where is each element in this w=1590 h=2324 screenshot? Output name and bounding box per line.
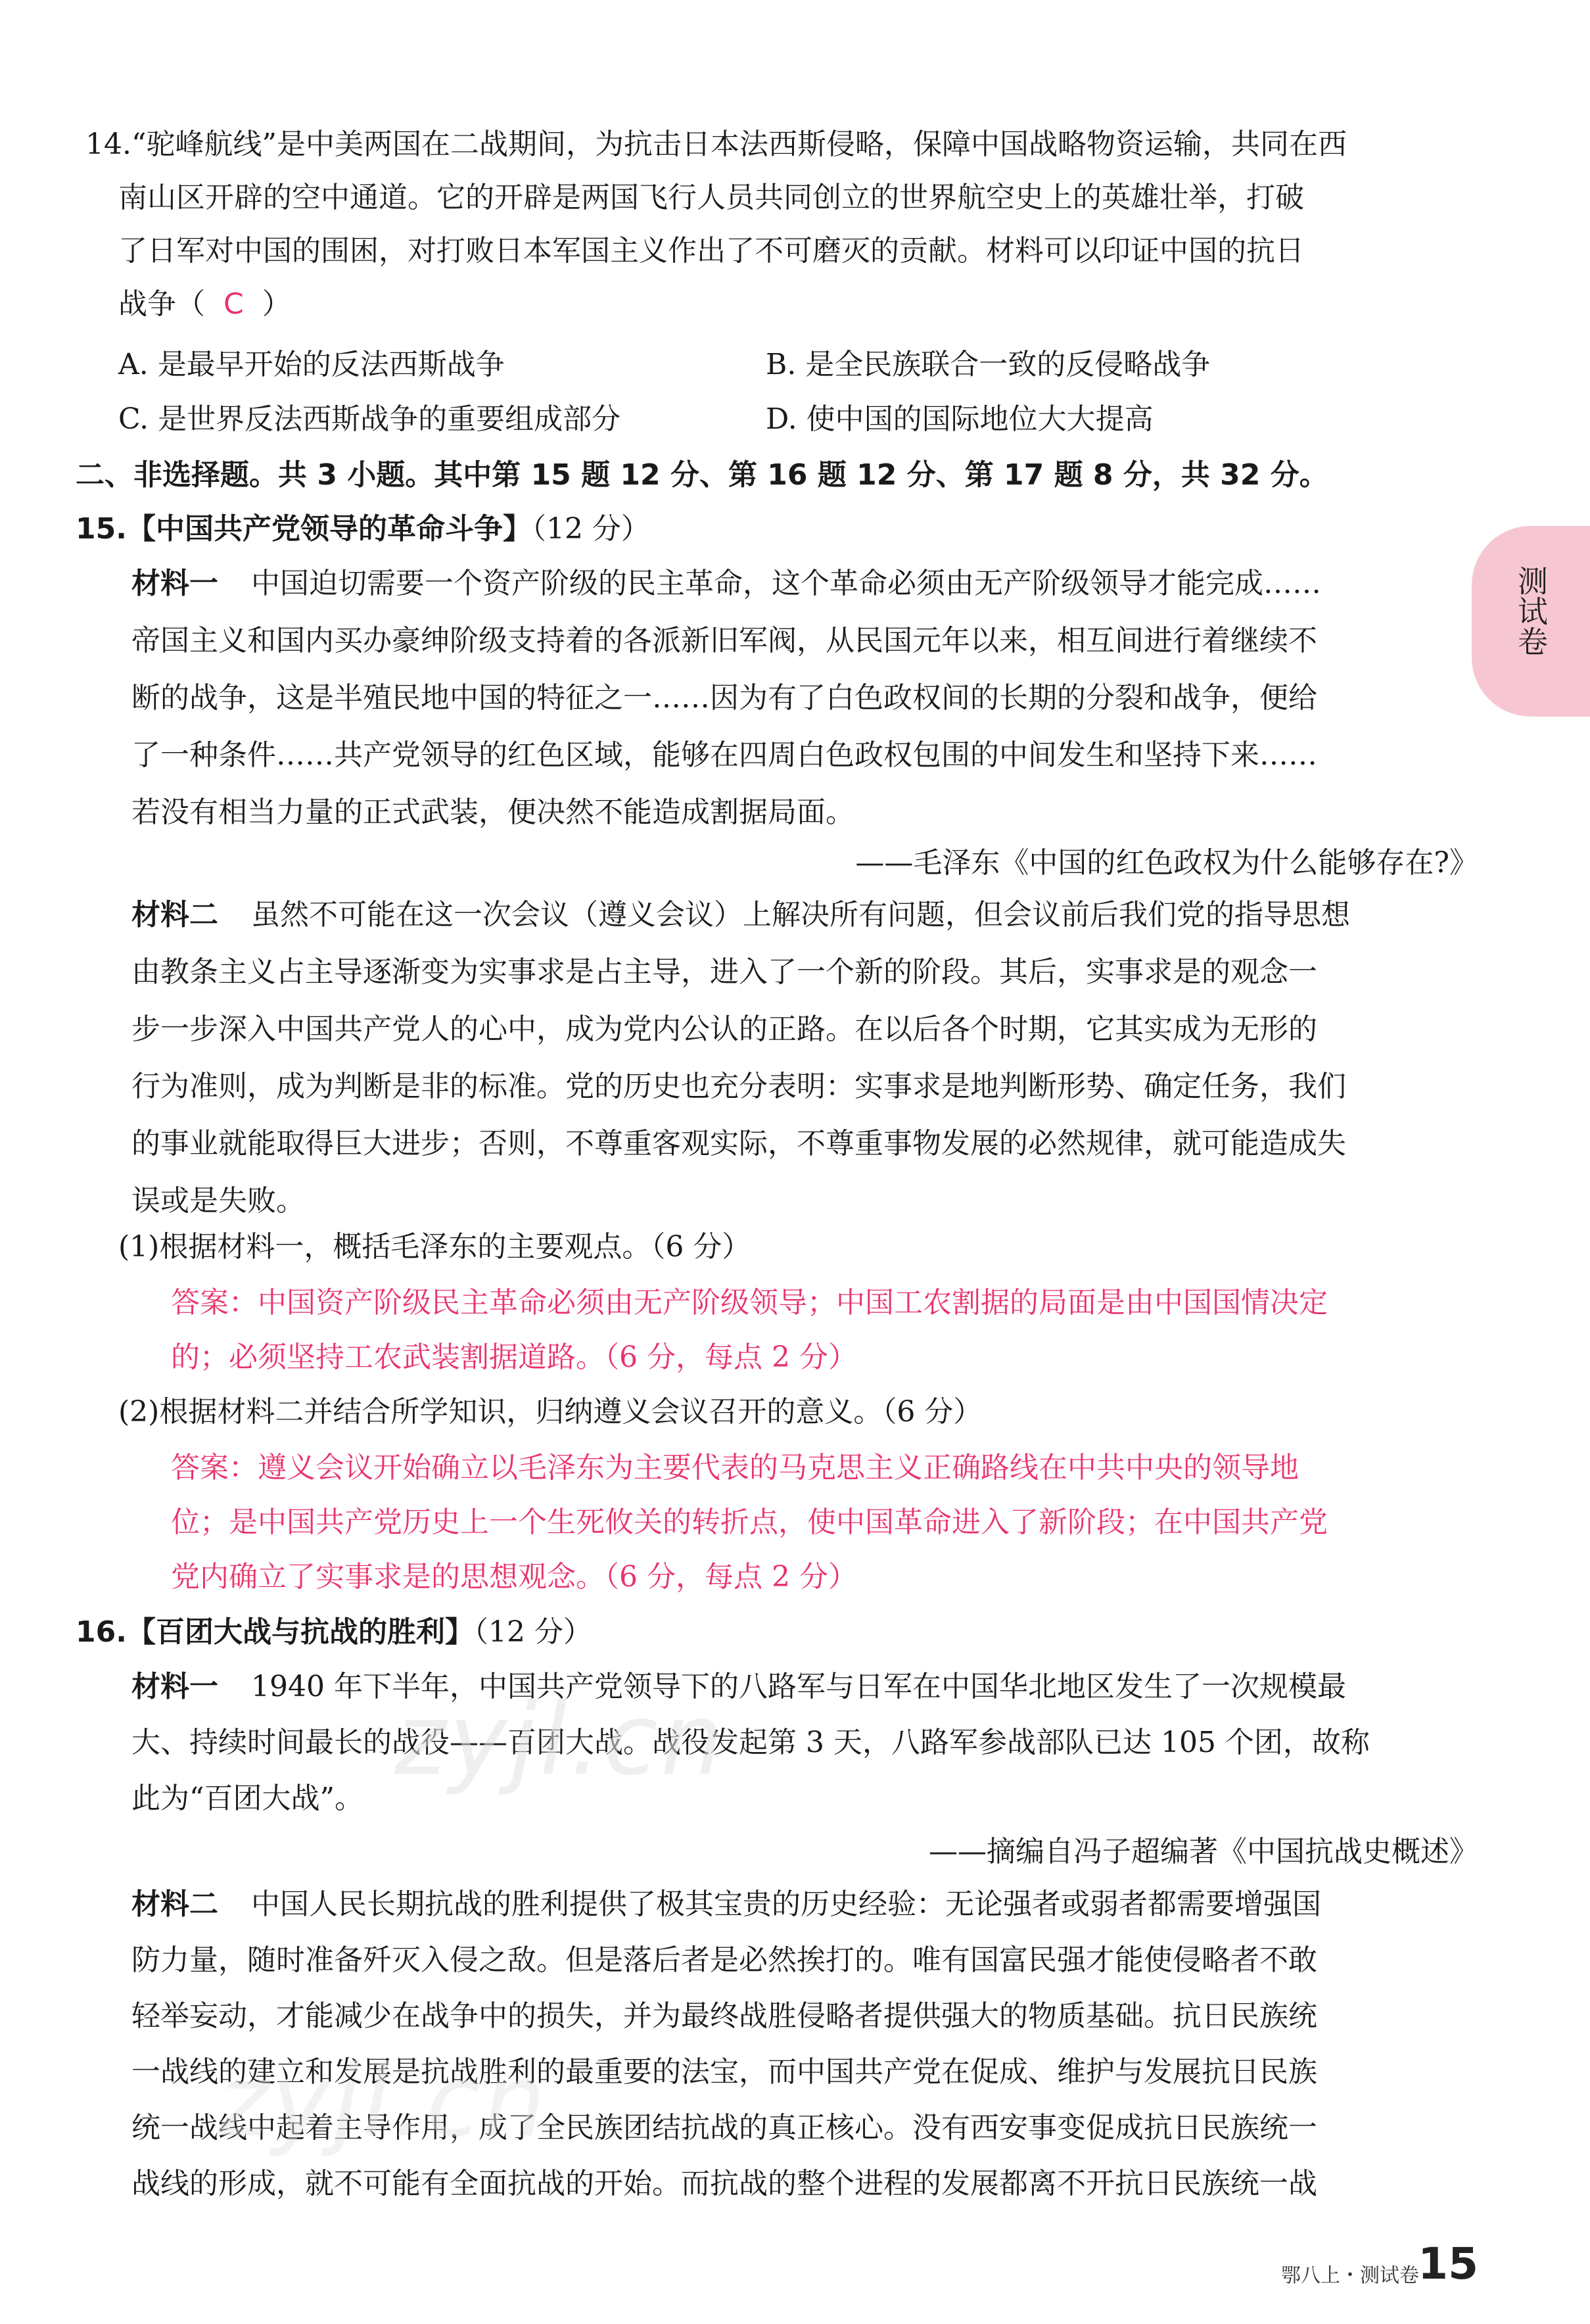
q16-title: [76, 1613, 592, 1652]
q16-material1-label: 材料一: [131, 1670, 218, 1703]
q15-material2-line-1: [131, 895, 1350, 935]
q16-material2-line-2: 防力量，随时准备歼灭入侵之敌。但是落后者是必然挨打的。唯有国富民强才能使侵略者不敢: [131, 1943, 1317, 1977]
q15-topic: 【中国共产党领导的革命斗争】: [126, 512, 532, 546]
page-number: 15: [1418, 2239, 1478, 2289]
q15-subquestion-1: (1)根据材料一，概括毛泽东的主要观点。（6 分）: [118, 1230, 751, 1264]
q15-answer-1-line-1: 答案：中国资产阶级民主革命必须由无产阶级领导；中国工农割据的局面是由中国国情决定: [171, 1286, 1328, 1319]
q16-material2-line-4: 一战线的建立和发展是抗战胜利的最重要的法宝，而中国共产党在促成、维护与发展抗日民族: [131, 2055, 1317, 2089]
q15-material1-source: ——毛泽东《中国的红色政权为什么能够存在?》: [855, 846, 1478, 880]
q16-topic: 【百团大战与抗战的胜利】: [126, 1615, 474, 1649]
q15-title: [76, 510, 650, 549]
q15-material2-label: 材料二: [131, 898, 218, 932]
q15-material2-line-3: 步一步深入中国共产党人的心中，成为党内公认的正路。在以后各个时期，它其实成为无形的: [131, 1012, 1317, 1046]
q16-material2-line-5: 统一战线中起着主导作用，成了全民族团结抗战的真正核心。没有西安事变促成抗日民族统一: [131, 2111, 1317, 2145]
q14-option-a: A. 是最早开始的反法西斯战争: [118, 348, 505, 381]
q14-answer: C: [223, 287, 244, 321]
q16-material1-line-1: [131, 1667, 1346, 1707]
section2-heading: 二、非选择题。共 3 小题。其中第 15 题 12 分、第 16 题 12 分、第 17 题 8 分，共 32 分。: [76, 458, 1328, 492]
q14-option-c: C. 是世界反法西斯战争的重要组成部分: [118, 402, 621, 436]
q15-answer-2-line-1: 答案：遵义会议开始确立以毛泽东为主要代表的马克思主义正确路线在中共中央的领导地: [171, 1451, 1299, 1484]
q15-material1-line-4: 了一种条件……共产党领导的红色区域，能够在四周白色政权包围的中间发生和坚持下来……: [131, 738, 1317, 772]
q15-number: 15.: [76, 512, 127, 546]
q15-answer-2-line-2: 位；是中国共产党历史上一个生死攸关的转折点，使中国革命进入了新阶段；在中国共产党: [171, 1506, 1328, 1539]
q15-material1-label: 材料一: [131, 567, 218, 600]
q15-score: （12 分）: [531, 512, 650, 546]
q14-line-1: 14.“驼峰航线”是中美两国在二战期间，为抗击日本法西斯侵略，保障中国战略物资运输，共同在西: [85, 128, 1347, 161]
test-paper-side-tab: [1472, 526, 1590, 717]
q16-material2-line-6: 战线的形成，就不可能有全面抗战的开始。而抗战的整个进程的发展都离不开抗日民族统一战: [131, 2167, 1317, 2200]
q15-material1-line-2: 帝国主义和国内买办豪绅阶级支持着的各派新旧军阀，从民国元年以来，相互间进行着继续不: [131, 624, 1317, 657]
q15-material2-line-6: 误或是失败。: [131, 1184, 305, 1218]
q14-option-b: B. 是全民族联合一致的反侵略战争: [766, 348, 1211, 381]
q16-material1-text: 1940 年下半年，中国共产党领导下的八路军与日军在中国华北地区发生了一次规模最: [251, 1670, 1346, 1703]
q14-option-d: D. 使中国的国际地位大大提高: [766, 402, 1154, 436]
q15-material1-text: 中国迫切需要一个资产阶级的民主革命，这个革命必须由无产阶级领导才能完成……: [251, 567, 1321, 600]
q15-material2-line-5: 的事业就能取得巨大进步；否则，不尊重客观实际，不尊重事物发展的必然规律，就可能造成失: [131, 1127, 1346, 1160]
q14-paren-close: ）: [262, 287, 291, 321]
q14-line-2: 南山区开辟的空中通道。它的开辟是两国飞行人员共同创立的世界航空史上的英雄壮举，打破: [118, 181, 1304, 214]
q15-material2-line-4: 行为准则，成为判断是非的标准。党的历史也充分表明：实事求是地判断形势、确定任务，我们: [131, 1070, 1346, 1103]
q16-score: （12 分）: [473, 1615, 592, 1649]
side-tab-label: 测试卷: [1513, 565, 1549, 656]
q14-line-4: [118, 285, 291, 324]
q16-material1-line-3: 此为“百团大战”。: [131, 1782, 363, 1815]
q16-material1-source: ——摘编自冯子超编著《中国抗战史概述》: [929, 1835, 1478, 1868]
q15-material1-line-5: 若没有相当力量的正式武装，便决然不能造成割据局面。: [131, 795, 854, 829]
q15-answer-2-line-3: 党内确立了实事求是的思想观念。（6 分，每点 2 分）: [171, 1560, 857, 1594]
q15-material2-line-2: 由教条主义占主导逐渐变为实事求是占主导，进入了一个新的阶段。其后，实事求是的观念一: [131, 955, 1317, 989]
footer-book-label: 鄂八上・测试卷: [1281, 2264, 1419, 2287]
q16-material1-line-2: 大、持续时间最长的战役——百团大战。战役发起第 3 天，八路军参战部队已达 105 个团，故称: [131, 1726, 1370, 1759]
watermark-upper: zyjl.cn: [394, 1683, 726, 1797]
q15-material1-line-3: 断的战争，这是半殖民地中国的特征之一……因为有了白色政权间的长期的分裂和战争，便给: [131, 681, 1317, 715]
q14-line-3: 了日军对中国的围困，对打败日本军国主义作出了不可磨灭的贡献。材料可以印证中国的抗日: [118, 234, 1304, 268]
q16-material2-line-1: [131, 1885, 1321, 1924]
q15-subquestion-2: (2)根据材料二并结合所学知识，归纳遵义会议召开的意义。（6 分）: [118, 1395, 983, 1429]
q14-stem-end: 战争（: [118, 287, 205, 321]
watermark-lower: zyjl.cn: [217, 2045, 549, 2159]
q15-answer-1-line-2: 的；必须坚持工农武装割据道路。（6 分，每点 2 分）: [171, 1340, 857, 1374]
q16-material2-label: 材料二: [131, 1887, 218, 1921]
q16-number: 16.: [76, 1615, 127, 1649]
q15-material2-text: 虽然不可能在这一次会议（遵义会议）上解决所有问题，但会议前后我们党的指导思想: [251, 898, 1350, 932]
q16-material2-text: 中国人民长期抗战的胜利提供了极其宝贵的历史经验：无论强者或弱者都需要增强国: [251, 1887, 1321, 1921]
q16-material2-line-3: 轻举妄动，才能减少在战争中的损失，并为最终战胜侵略者提供强大的物质基础。抗日民族统: [131, 1999, 1317, 2033]
q15-material1-line-1: [131, 564, 1321, 604]
